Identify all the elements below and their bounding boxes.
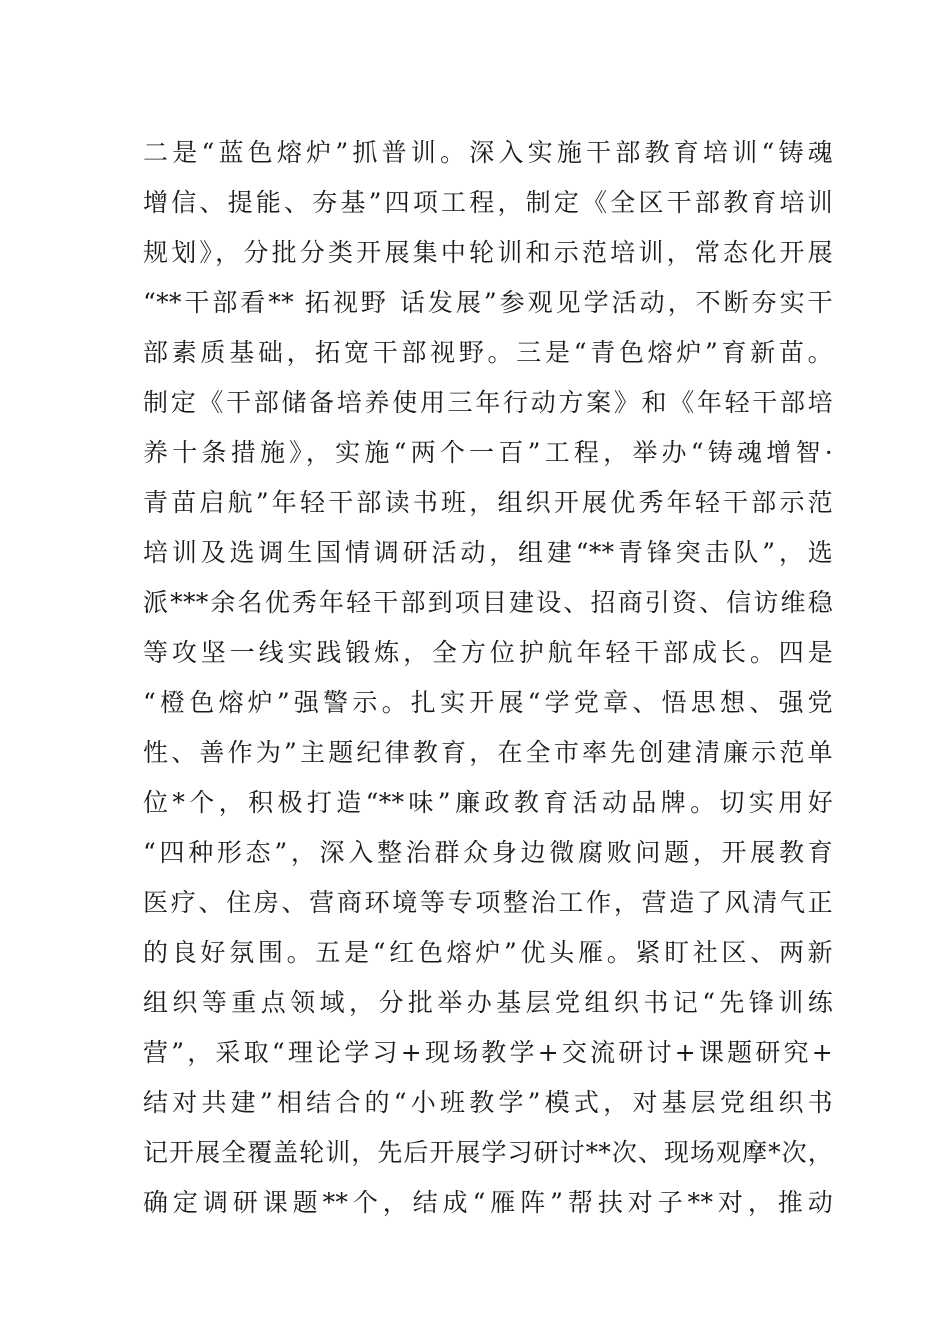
- text-line-20: 结对共建”相结合的“小班教学”模式，对基层党组织书: [143, 1088, 833, 1117]
- text-line-6: 制定《干部储备培养使用三年行动方案》和《年轻干部培: [143, 388, 833, 417]
- text-line-10: 派***余名优秀年轻干部到项目建设、招商引资、信访维稳: [143, 588, 833, 617]
- text-line-9: 培训及选调生国情调研活动，组建“**青锋突击队”，选: [143, 538, 833, 567]
- text-line-3: 规划》，分批分类开展集中轮训和示范培训，常态化开展: [143, 238, 833, 267]
- text-line-19: 营”，采取“理论学习+现场教学+交流研讨+课题研究+: [143, 1038, 833, 1067]
- text-line-22: 确定调研课题**个，结成“雁阵”帮扶对子**对，推动: [143, 1188, 833, 1217]
- text-line-4: “**干部看** 拓视野 话发展”参观见学活动，不断夯实干: [143, 288, 833, 317]
- text-line-18: 组织等重点领域，分批举办基层党组织书记“先锋训练: [143, 988, 833, 1017]
- text-line-5: 部素质基础，拓宽干部视野。三是“青色熔炉”育新苗。: [143, 338, 833, 367]
- text-line-1: 二是“蓝色熔炉”抓普训。深入实施干部教育培训“铸魂: [143, 138, 833, 167]
- text-line-21: 记开展全覆盖轮训，先后开展学习研讨**次、现场观摩*次，: [143, 1138, 833, 1167]
- text-line-11: 等攻坚一线实践锻炼，全方位护航年轻干部成长。四是: [143, 638, 833, 667]
- text-line-15: “四种形态”，深入整治群众身边微腐败问题，开展教育: [143, 838, 833, 867]
- text-line-2: 增信、提能、夯基”四项工程，制定《全区干部教育培训: [143, 188, 833, 217]
- text-line-7: 养十条措施》，实施“两个一百”工程，举办“铸魂增智·: [143, 438, 833, 467]
- text-line-17: 的良好氛围。五是“红色熔炉”优头雁。紧盯社区、两新: [143, 938, 833, 967]
- body-paragraph: [143, 128, 833, 1228]
- text-line-13: 性、善作为”主题纪律教育，在全市率先创建清廉示范单: [143, 738, 833, 767]
- text-line-14: 位*个，积极打造“**味”廉政教育活动品牌。切实用好: [143, 788, 833, 817]
- text-line-8: 青苗启航”年轻干部读书班，组织开展优秀年轻干部示范: [143, 488, 833, 517]
- text-line-12: “橙色熔炉”强警示。扎实开展“学党章、悟思想、强党: [143, 688, 833, 717]
- text-line-16: 医疗、住房、营商环境等专项整治工作，营造了风清气正: [143, 888, 833, 917]
